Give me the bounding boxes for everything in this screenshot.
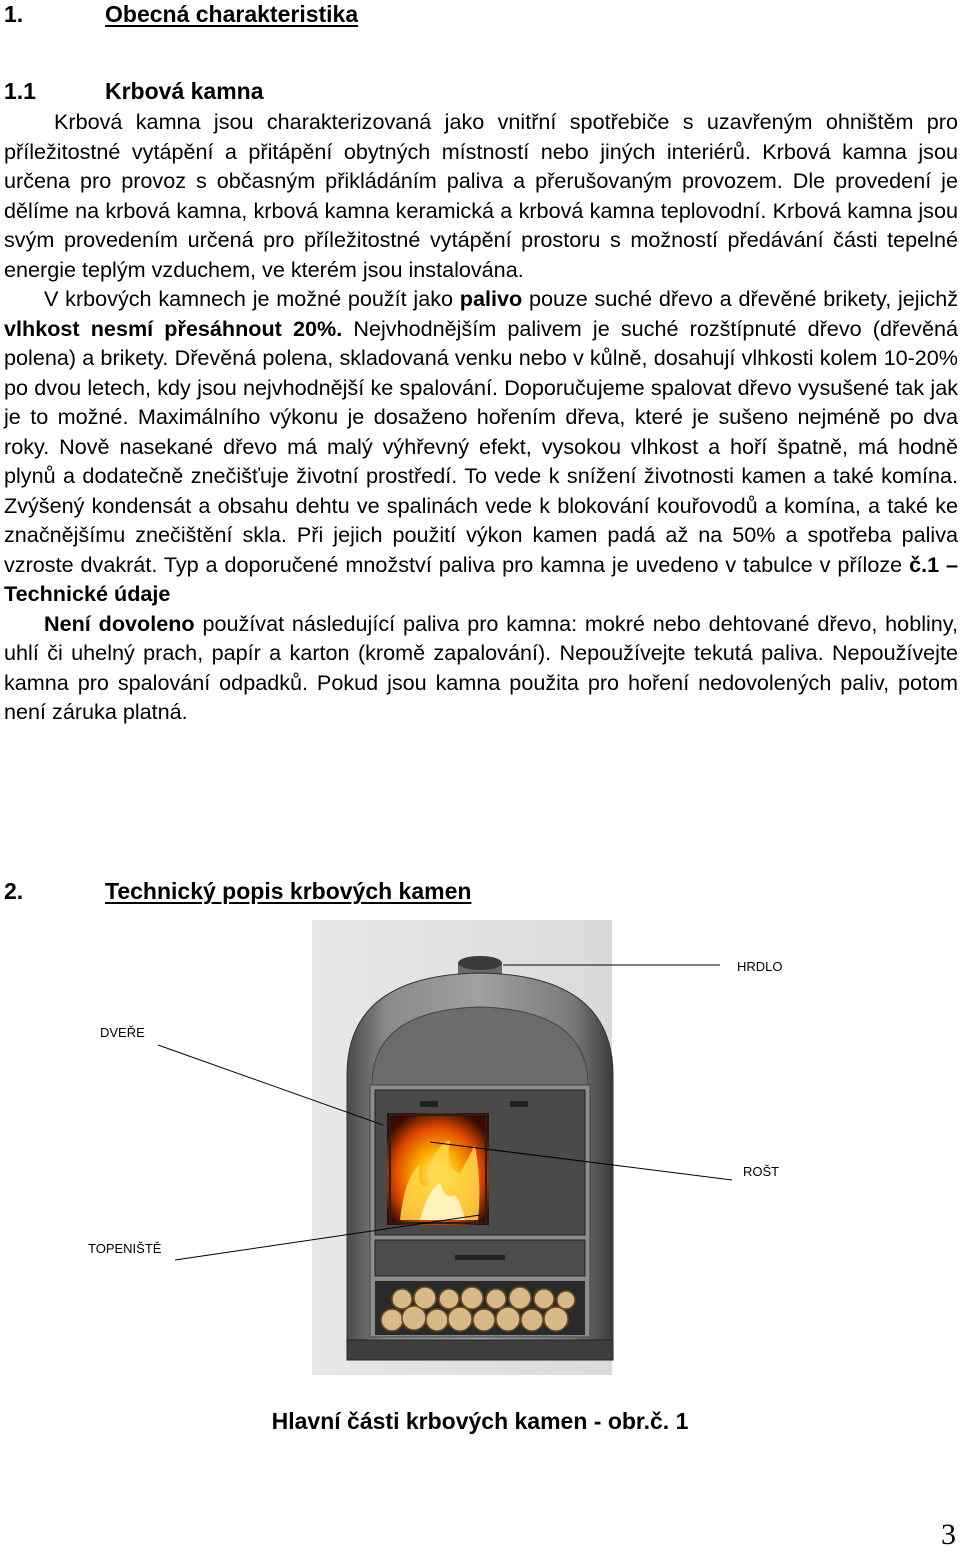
subsection-number: 1.1 [4, 78, 36, 104]
stove-illustration [0, 915, 960, 1375]
page-number: 3 [941, 1518, 956, 1551]
subsection-heading [4, 77, 264, 105]
paragraph-fuel [4, 284, 958, 609]
paragraph-intro-text: Krbová kamna jsou charakterizovaná jako vnitřní spotřebiče s uzavřeným ohništěm pro příležitostné vytápění a přitápění obytných místností nebo jiných interiérů. Krbová kamna jsou určena pro provoz s občasným přikládáním paliva a přerušovaným provozem. Dle provedení je dělíme na krbová kamna, krbová kamna keramická a krbová kamna teplovodní. Krbová kamna jsou svým provedením určená pro příležitostné vytápění prostoru s možností předávání části tepelné energie teplým vzduchem, ve kterém jsou instalována. [4, 109, 958, 282]
paragraph-forbidden [4, 609, 958, 727]
body-text [4, 107, 958, 727]
subsection-title: Krbová kamna [105, 78, 264, 104]
section-number: 2. [4, 878, 24, 904]
section-heading-1 [4, 0, 358, 28]
fuel-text-2: pouze suché dřevo a dřevěné brikety, jejichž [522, 286, 958, 311]
forbidden-bold: Není dovoleno [44, 610, 195, 636]
label-hrdlo: HRDLO [737, 959, 783, 974]
section-title: Obecná charakteristika [105, 1, 359, 27]
section-title: Technický popis krbových kamen [105, 878, 472, 904]
forbidden-text: používat následující paliva pro kamna: mokré nebo dehtované dřevo, hobliny, uhlí či uhelný prach, papír a karton (kromě zapalování). Nepoužívejte tekutá paliva. Nepoužívejte kamna pro spalování odpadků. Pokud jsou kamna použita pro hoření nedovolených paliv, potom není záruka platná. [4, 610, 958, 724]
section-number: 1. [4, 1, 24, 27]
paragraph-intro [4, 107, 958, 284]
fuel-text-3: Nejvhodnějším palivem je suché rozštípnuté dřevo (dřevěná polena) a brikety. Dřevěná polena, skladovaná venku nebo v kůlně, dosahují vlhkosti kolem 10-20% po dvou letech, kdy jsou nejvhodnější ke spalování. Doporučujeme spalovat dřevo vysušené tak jak je to možné. Maximálního výkonu je dosaženo hořením dřeva, které je sušeno nejméně po dva roky. Nově nasekané dřevo má malý výhřevný efekt, vysokou vlhkost a hoří špatně, má hodně plynů a dodatečně znečišťuje životní prostředí. To vede k snížení životnosti kamen a také komína. Zvýšený kondensát a obsahu dehtu ve spalinách vede k blokování kouřovodů a komína, a také ke značnějšímu znečištění skla. Při jejich použití výkon kamen padá až na 50% a spotřeba paliva vzroste dvakrát. Typ a doporučené množství paliva pro kamna je uvedeno v tabulce v příloze [4, 315, 958, 577]
fuel-bold-3: č.1 – Technické údaje [4, 551, 958, 606]
section-heading-2 [4, 877, 471, 905]
figure-caption: Hlavní části krbových kamen - obr.č. 1 [271, 1408, 689, 1434]
fuel-bold-2: vlhkost nesmí přesáhnout 20%. [4, 315, 343, 341]
label-dvere: DVEŘE [100, 1025, 145, 1040]
label-rost: ROŠT [743, 1164, 780, 1179]
label-topeniste: TOPENIŠTĚ [88, 1241, 162, 1256]
fuel-text-1: V krbových kamnech je možné použít jako [44, 286, 460, 311]
stove-figure [0, 915, 960, 1375]
fuel-bold-1: palivo [459, 286, 523, 311]
